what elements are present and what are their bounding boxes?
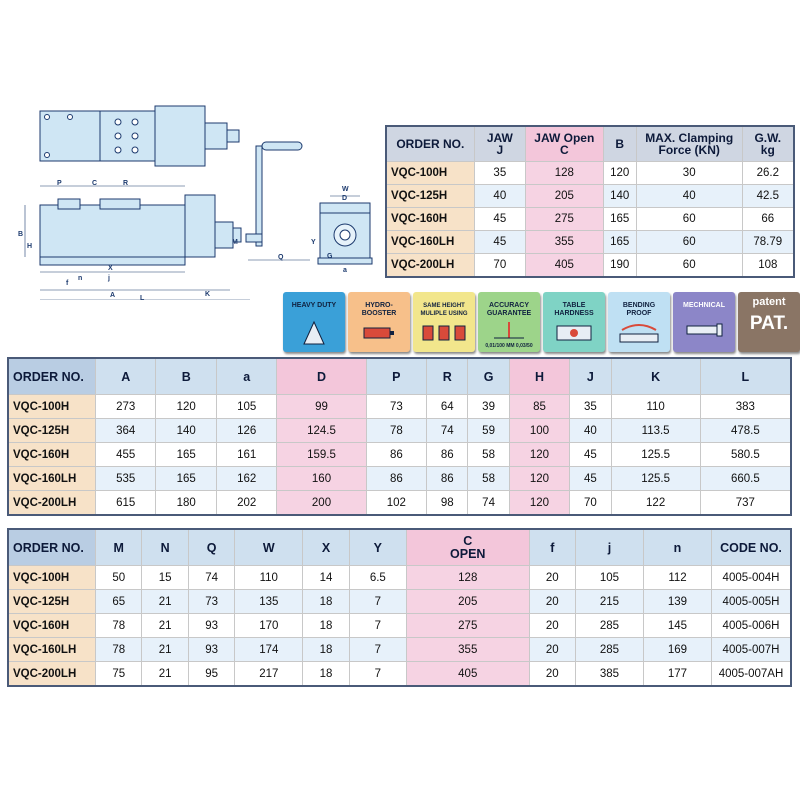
t2-header: P [366, 358, 426, 395]
table-row: VQC-160LH 535 165 162 160 86 86 58 120 45 125.5 660.5 [8, 467, 791, 491]
table-row: VQC-160LH 78 21 93 174 18 7 355 20 285 169 4005-007H [8, 638, 791, 662]
dim-label-k: K [205, 291, 211, 298]
table-row: VQC-125H 40 205 140 40 42.5 [386, 185, 794, 208]
table-row: VQC-200LH 75 21 95 217 18 7 405 20 385 177 4005-007AH [8, 662, 791, 687]
t1-header: G.W. kg [742, 126, 794, 162]
side-view-body [40, 205, 185, 257]
t3-header: W [235, 529, 303, 566]
t3-header: N [142, 529, 188, 566]
t3-header: f [529, 529, 575, 566]
dim-label-d: D [342, 195, 348, 202]
t3-header: j [576, 529, 644, 566]
dim-label-l: L [140, 295, 145, 300]
t3-header: Y [349, 529, 406, 566]
t2-header: R [427, 358, 468, 395]
top-view-body [155, 106, 205, 166]
hydro-booster-badge: HYDRO- BOOSTER [348, 292, 410, 352]
heavy-duty-badge: HEAVY DUTY [283, 292, 345, 352]
t2-header: K [611, 358, 700, 395]
table-row: VQC-160H 455 165 161 159.5 86 86 58 120 45 125.5 580.5 [8, 443, 791, 467]
t2-header: L [700, 358, 791, 395]
t3-header: M [96, 529, 142, 566]
t2-header: D [277, 358, 366, 395]
dim-label-h: H [27, 243, 33, 250]
table-row: VQC-160H 78 21 93 170 18 7 275 20 285 145 4005-006H [8, 614, 791, 638]
t3-header: ORDER NO. [8, 529, 96, 566]
table-row: VQC-100H 273 120 105 99 73 64 39 85 35 110 383 [8, 395, 791, 419]
bending-proof-icon [616, 320, 662, 346]
order-summary-table [385, 125, 795, 278]
bending-proof-badge: BENDING PROOF [608, 292, 670, 352]
table-row: VQC-100H 35 128 120 30 26.2 [386, 162, 794, 185]
dim-label-x: X [108, 265, 113, 272]
heavy-duty-icon [299, 316, 329, 346]
t3-header: C OPEN [406, 529, 529, 566]
t2-header: B [156, 358, 216, 395]
accuracy-icon [490, 320, 528, 340]
top-view-jaw [100, 111, 155, 161]
t3-header: Q [188, 529, 234, 566]
vise-technical-drawing [0, 0, 380, 300]
dim-label-w: W [342, 186, 349, 193]
accuracy-badge: ACCURACY GUARANTEE 0,01/100 MM 0,03/50 [478, 292, 540, 352]
patent-mark: PAT. [749, 313, 789, 334]
t1-header: B [603, 126, 636, 162]
top-view-nut [205, 123, 227, 149]
t1-header: JAW Open C [526, 126, 604, 162]
table-hardness-icon [553, 322, 595, 344]
dim-label-a-lower: a [343, 267, 347, 274]
dimensions-table-1 [7, 357, 792, 516]
mechanical-icon [683, 318, 725, 342]
dim-label-p: P [57, 180, 62, 187]
t2-header: G [468, 358, 509, 395]
patent-badge: patent PAT. [738, 292, 800, 352]
dim-label-j: j [108, 275, 110, 282]
table-row: VQC-125H 364 140 126 124.5 78 74 59 100 40 113.5 478.5 [8, 419, 791, 443]
t3-header: CODE NO. [712, 529, 792, 566]
t2-header: A [96, 358, 156, 395]
dim-label-q: Q [278, 254, 284, 261]
t3-header: X [303, 529, 349, 566]
dim-label-r: R [123, 180, 129, 187]
t3-header: n [643, 529, 711, 566]
same-height-badge: SAME HEIGHT MULIPLE USING [413, 292, 475, 352]
dim-label-f: f [66, 280, 69, 287]
dim-label-c: C [92, 180, 98, 187]
dim-label-m: M [232, 239, 238, 246]
t2-header: H [509, 358, 569, 395]
t2-header: ORDER NO. [8, 358, 96, 395]
dimensions-table-2 [7, 528, 792, 687]
mechanical-badge: MECHNICAL [673, 292, 735, 352]
dim-label-g: G [327, 253, 333, 260]
crank-handle [256, 146, 262, 246]
table-row: VQC-200LH 615 180 202 200 102 98 74 120 70 122 737 [8, 491, 791, 516]
dim-label-y: Y [311, 239, 316, 246]
table-row: VQC-125H 65 21 73 135 18 7 205 20 215 139 4005-005H [8, 590, 791, 614]
hydro-booster-icon [362, 322, 396, 344]
dim-label-b: B [18, 231, 24, 238]
t1-header: ORDER NO. [386, 126, 474, 162]
table-row: VQC-160LH 45 355 165 60 78.79 [386, 231, 794, 254]
dim-label-n: n [78, 275, 83, 282]
same-height-icon [421, 322, 467, 346]
t1-header: MAX. Clamping Force (KN) [636, 126, 742, 162]
dim-label-a: A [110, 292, 116, 299]
t2-header: J [570, 358, 611, 395]
table-row: VQC-100H 50 15 74 110 14 6.5 128 20 105 112 4005-004H [8, 566, 791, 590]
t2-header: a [216, 358, 276, 395]
table-row: VQC-160H 45 275 165 60 66 [386, 208, 794, 231]
table-hardness-badge: TABLE HARDNESS [543, 292, 605, 352]
t1-header: JAW J [474, 126, 525, 162]
table-row: VQC-200LH 70 405 190 60 108 [386, 254, 794, 278]
